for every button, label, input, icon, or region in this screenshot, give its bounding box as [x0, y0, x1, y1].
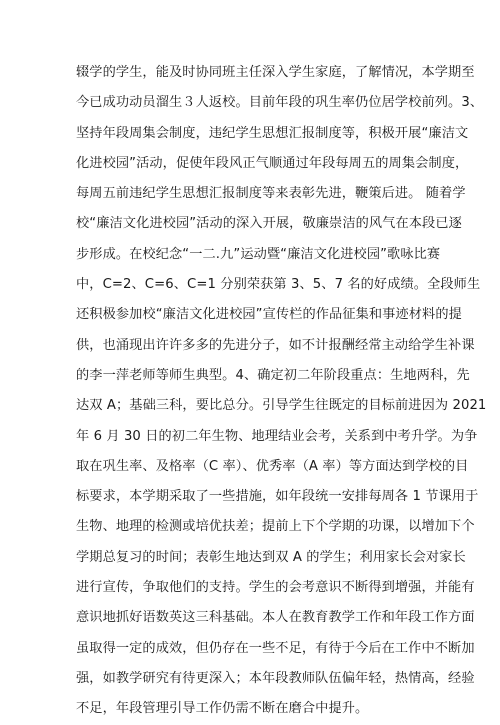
text-line: 每周五前违纪学生思想汇报制度等来表彰先进，鞭策后进。 随着学 — [76, 186, 466, 202]
text-line: 化进校园”活动，促使年段风正气顺通过年段每周五的周集会制度， — [76, 155, 469, 171]
text-line: 进行宣传，争取他们的支持。学生的会考意识不断得到增强，并能有 — [76, 580, 475, 596]
text-line: 还积极参加校“廉洁文化进校园”宣传栏的作品征集和事迹材料的提 — [76, 307, 462, 323]
text-line: 步形成。在校纪念“一二.九”运动暨“廉洁文化进校园”歌咏比赛 — [76, 246, 441, 262]
text-line: 生物、地理的检测或培优扶差；提前上下个学期的功课，以增加下个 — [76, 519, 475, 535]
text-line: 不足，年段管理引导工作仍需不断在磨合中提升。 — [76, 701, 369, 717]
text-line: 今已成功动员溜生３人返校。目前年段的巩生率仍位居学校前列。3、 — [76, 95, 484, 111]
text-line: 学期总复习的时间；表彰生地达到双 A 的学生；利用家长会对家长 — [76, 549, 466, 565]
text-line: 供，也涌现出许许多多的先进分子，如不计报酬经常主动给学生补课 — [76, 337, 475, 353]
text-line: 标要求，本学期采取了一些措施，如年段统一安排每周各 1 节课用于 — [76, 489, 479, 505]
text-line: 校“廉洁文化进校园”活动的深入开展，敬廉崇洁的风气在本段已逐 — [76, 216, 462, 232]
text-line: 年 6 月 30 日的初二年生物、地理结业会考，关系到中考升学。为争 — [76, 428, 478, 444]
text-line: 取在巩生率、及格率（C 率）、优秀率（A 率）等方面达到学校的目 — [76, 458, 469, 474]
text-line: 虽取得一定的成效，但仍存在一些不足，有待于今后在工作中不断加 — [76, 640, 475, 656]
text-line: 的李一萍老师等师生典型。4、确定初二年阶段重点：生地两科，先 — [76, 367, 470, 383]
text-line: 中，C=2、C=6、C=1 分别荣获第 3、5、7 名的好成绩。全段师生 — [76, 277, 481, 293]
text-line: 坚持年段周集会制度，违纪学生思想汇报制度等，积极开展“廉洁文 — [76, 125, 469, 141]
text-line: 辍学的学生，能及时协同班主任深入学生家庭，了解情况，本学期至 — [76, 65, 475, 80]
text-line: 达双 A；基础三科，要比总分。引导学生往既定的目标前进因为 2021 — [76, 398, 487, 414]
text-line: 强，如教学研究有待更深入；本年段教师队伍偏年轻，热情高，经验 — [76, 670, 475, 686]
text-line: 意识地抓好语数英这三科基础。本人在教育教学工作和年段工作方面 — [76, 610, 475, 626]
body-text — [76, 58, 487, 725]
